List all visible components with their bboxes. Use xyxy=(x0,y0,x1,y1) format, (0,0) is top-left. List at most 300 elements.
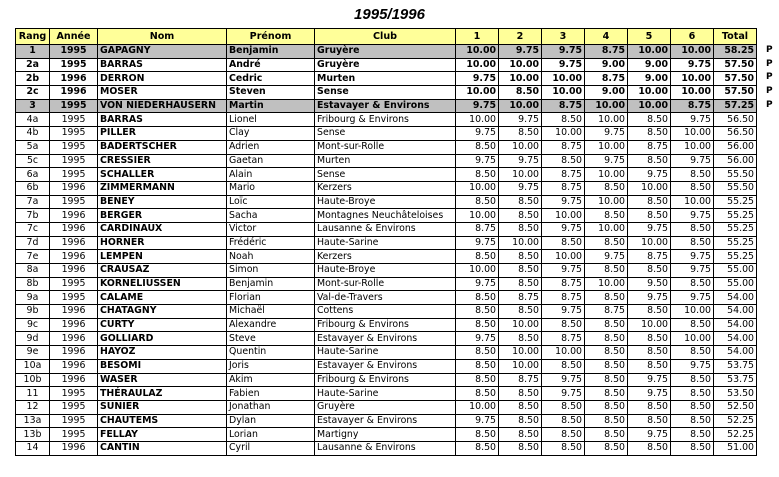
score-1-cell: 10.00 xyxy=(456,86,499,100)
name-cell: BARRAS xyxy=(98,113,227,127)
score-3-cell: 8.50 xyxy=(542,154,585,168)
score-4-cell: 8.75 xyxy=(585,45,628,59)
year-cell: 1995 xyxy=(50,195,98,209)
score-1-cell: 10.00 xyxy=(456,113,499,127)
rank-cell: 13b xyxy=(16,428,50,442)
score-6-cell: 8.50 xyxy=(671,181,714,195)
score-1-cell: 8.50 xyxy=(456,428,499,442)
rank-cell: 6a xyxy=(16,168,50,182)
score-4-cell: 8.50 xyxy=(585,181,628,195)
score-2-cell: 8.50 xyxy=(499,195,542,209)
score-4-cell: 8.75 xyxy=(585,72,628,86)
score-4-cell: 8.50 xyxy=(585,291,628,305)
score-4-cell: 10.00 xyxy=(585,99,628,113)
name-cell: SUNIER xyxy=(98,400,227,414)
firstname-cell: Sacha xyxy=(227,209,315,223)
year-cell: 1996 xyxy=(50,264,98,278)
score-1-cell: 9.75 xyxy=(456,127,499,141)
score-5-cell: 10.00 xyxy=(628,236,671,250)
table-row xyxy=(16,127,757,141)
total-cell: 55.00 xyxy=(714,277,757,291)
header-rang: Rang xyxy=(16,29,50,45)
score-4-cell: 8.50 xyxy=(585,359,628,373)
year-cell: 1996 xyxy=(50,441,98,455)
results-table xyxy=(15,28,757,456)
score-4-cell: 8.50 xyxy=(585,414,628,428)
year-cell: 1995 xyxy=(50,428,98,442)
score-3-cell: 8.50 xyxy=(542,414,585,428)
score-6-cell: 10.00 xyxy=(671,86,714,100)
score-5-cell: 9.75 xyxy=(628,291,671,305)
score-6-cell: 8.50 xyxy=(671,236,714,250)
score-6-cell: 8.75 xyxy=(671,99,714,113)
score-2-cell: 8.50 xyxy=(499,209,542,223)
score-2-cell: 8.50 xyxy=(499,387,542,401)
year-cell: 1996 xyxy=(50,359,98,373)
score-1-cell: 9.75 xyxy=(456,72,499,86)
year-cell: 1995 xyxy=(50,400,98,414)
rank-cell: 12 xyxy=(16,400,50,414)
qualified-mark: P xyxy=(766,72,773,82)
club-cell: Kerzers xyxy=(315,250,456,264)
header-score-5: 5 xyxy=(628,29,671,45)
qualified-mark: P xyxy=(766,86,773,96)
score-2-cell: 9.75 xyxy=(499,45,542,59)
score-5-cell: 8.50 xyxy=(628,209,671,223)
score-6-cell: 9.75 xyxy=(671,58,714,72)
table-row xyxy=(16,305,757,319)
total-cell: 58.25 xyxy=(714,45,757,59)
rank-cell: 7b xyxy=(16,209,50,223)
rank-cell: 5c xyxy=(16,154,50,168)
year-cell: 1996 xyxy=(50,318,98,332)
firstname-cell: Mario xyxy=(227,181,315,195)
rank-cell: 9d xyxy=(16,332,50,346)
score-6-cell: 8.50 xyxy=(671,346,714,360)
score-4-cell: 10.00 xyxy=(585,140,628,154)
score-1-cell: 8.50 xyxy=(456,250,499,264)
score-2-cell: 8.50 xyxy=(499,264,542,278)
score-3-cell: 8.75 xyxy=(542,181,585,195)
firstname-cell: Noah xyxy=(227,250,315,264)
table-row xyxy=(16,113,757,127)
total-cell: 51.00 xyxy=(714,441,757,455)
table-row xyxy=(16,58,757,72)
firstname-cell: Gaetan xyxy=(227,154,315,168)
score-4-cell: 10.00 xyxy=(585,168,628,182)
header-club: Club xyxy=(315,29,456,45)
table-row xyxy=(16,86,757,100)
header-prenom: Prénom xyxy=(227,29,315,45)
score-1-cell: 9.75 xyxy=(456,414,499,428)
year-cell: 1995 xyxy=(50,99,98,113)
name-cell: LEMPEN xyxy=(98,250,227,264)
total-cell: 57.50 xyxy=(714,72,757,86)
club-cell: Haute-Broye xyxy=(315,264,456,278)
score-2-cell: 10.00 xyxy=(499,346,542,360)
score-3-cell: 10.00 xyxy=(542,72,585,86)
firstname-cell: Martin xyxy=(227,99,315,113)
score-3-cell: 8.50 xyxy=(542,318,585,332)
table-row xyxy=(16,140,757,154)
score-1-cell: 10.00 xyxy=(456,264,499,278)
rank-cell: 4b xyxy=(16,127,50,141)
name-cell: CANTIN xyxy=(98,441,227,455)
year-cell: 1996 xyxy=(50,250,98,264)
score-5-cell: 8.50 xyxy=(628,400,671,414)
score-2-cell: 10.00 xyxy=(499,140,542,154)
score-3-cell: 9.75 xyxy=(542,195,585,209)
year-cell: 1996 xyxy=(50,346,98,360)
firstname-cell: Cedric xyxy=(227,72,315,86)
score-4-cell: 8.50 xyxy=(585,236,628,250)
score-3-cell: 10.00 xyxy=(542,250,585,264)
header-total: Total xyxy=(714,29,757,45)
name-cell: HORNER xyxy=(98,236,227,250)
score-6-cell: 8.50 xyxy=(671,414,714,428)
score-3-cell: 10.00 xyxy=(542,209,585,223)
total-cell: 56.00 xyxy=(714,154,757,168)
total-cell: 53.75 xyxy=(714,373,757,387)
score-4-cell: 8.50 xyxy=(585,346,628,360)
score-2-cell: 9.75 xyxy=(499,113,542,127)
name-cell: CRESSIER xyxy=(98,154,227,168)
name-cell: GAPAGNY xyxy=(98,45,227,59)
score-6-cell: 8.50 xyxy=(671,400,714,414)
table-row xyxy=(16,168,757,182)
total-cell: 56.50 xyxy=(714,113,757,127)
score-3-cell: 8.50 xyxy=(542,441,585,455)
name-cell: GOLLIARD xyxy=(98,332,227,346)
score-2-cell: 8.50 xyxy=(499,332,542,346)
score-5-cell: 8.50 xyxy=(628,154,671,168)
firstname-cell: Fabien xyxy=(227,387,315,401)
year-cell: 1995 xyxy=(50,45,98,59)
score-6-cell: 9.75 xyxy=(671,154,714,168)
header-annee: Année xyxy=(50,29,98,45)
club-cell: Sense xyxy=(315,86,456,100)
score-5-cell: 10.00 xyxy=(628,99,671,113)
score-2-cell: 8.50 xyxy=(499,400,542,414)
club-cell: Estavayer & Environs xyxy=(315,99,456,113)
total-cell: 54.00 xyxy=(714,318,757,332)
club-cell: Gruyère xyxy=(315,400,456,414)
score-1-cell: 8.75 xyxy=(456,222,499,236)
name-cell: CHATAGNY xyxy=(98,305,227,319)
year-cell: 1996 xyxy=(50,72,98,86)
club-cell: Fribourg & Environs xyxy=(315,113,456,127)
score-5-cell: 9.75 xyxy=(628,373,671,387)
score-6-cell: 8.50 xyxy=(671,168,714,182)
score-6-cell: 8.50 xyxy=(671,387,714,401)
name-cell: BESOMI xyxy=(98,359,227,373)
score-2-cell: 8.50 xyxy=(499,127,542,141)
firstname-cell: Lionel xyxy=(227,113,315,127)
score-3-cell: 8.50 xyxy=(542,400,585,414)
score-2-cell: 8.50 xyxy=(499,277,542,291)
score-6-cell: 8.50 xyxy=(671,373,714,387)
score-5-cell: 8.50 xyxy=(628,414,671,428)
table-row xyxy=(16,400,757,414)
year-cell: 1995 xyxy=(50,291,98,305)
club-cell: Martigny xyxy=(315,428,456,442)
score-2-cell: 8.50 xyxy=(499,305,542,319)
rank-cell: 7a xyxy=(16,195,50,209)
name-cell: HAYOZ xyxy=(98,346,227,360)
total-cell: 54.00 xyxy=(714,332,757,346)
score-1-cell: 9.75 xyxy=(456,236,499,250)
score-1-cell: 8.50 xyxy=(456,291,499,305)
score-6-cell: 10.00 xyxy=(671,140,714,154)
score-3-cell: 8.75 xyxy=(542,168,585,182)
table-row xyxy=(16,428,757,442)
firstname-cell: Steve xyxy=(227,332,315,346)
table-row xyxy=(16,236,757,250)
year-cell: 1996 xyxy=(50,305,98,319)
score-4-cell: 8.50 xyxy=(585,209,628,223)
qualified-mark: P xyxy=(766,59,773,69)
firstname-cell: Michaël xyxy=(227,305,315,319)
score-5-cell: 8.50 xyxy=(628,195,671,209)
club-cell: Fribourg & Environs xyxy=(315,318,456,332)
table-row xyxy=(16,250,757,264)
club-cell: Estavayer & Environs xyxy=(315,332,456,346)
total-cell: 55.25 xyxy=(714,195,757,209)
score-2-cell: 10.00 xyxy=(499,99,542,113)
year-cell: 1995 xyxy=(50,140,98,154)
score-4-cell: 10.00 xyxy=(585,195,628,209)
score-5-cell: 8.50 xyxy=(628,441,671,455)
score-5-cell: 8.50 xyxy=(628,359,671,373)
table-row xyxy=(16,222,757,236)
rank-cell: 1 xyxy=(16,45,50,59)
score-5-cell: 9.00 xyxy=(628,58,671,72)
name-cell: VON NIEDERHAUSERN xyxy=(98,99,227,113)
firstname-cell: Steven xyxy=(227,86,315,100)
name-cell: CURTY xyxy=(98,318,227,332)
club-cell: Murten xyxy=(315,154,456,168)
score-1-cell: 8.50 xyxy=(456,373,499,387)
score-5-cell: 8.75 xyxy=(628,140,671,154)
table-row xyxy=(16,373,757,387)
name-cell: BARRAS xyxy=(98,58,227,72)
score-2-cell: 10.00 xyxy=(499,318,542,332)
score-1-cell: 10.00 xyxy=(456,209,499,223)
club-cell: Estavayer & Environs xyxy=(315,414,456,428)
firstname-cell: Akim xyxy=(227,373,315,387)
score-3-cell: 9.75 xyxy=(542,264,585,278)
club-cell: Haute-Sarine xyxy=(315,387,456,401)
name-cell: BERGER xyxy=(98,209,227,223)
year-cell: 1995 xyxy=(50,414,98,428)
score-5-cell: 8.50 xyxy=(628,127,671,141)
score-6-cell: 9.75 xyxy=(671,113,714,127)
score-6-cell: 9.75 xyxy=(671,359,714,373)
rank-cell: 11 xyxy=(16,387,50,401)
score-3-cell: 8.50 xyxy=(542,428,585,442)
name-cell: MOSER xyxy=(98,86,227,100)
score-3-cell: 9.75 xyxy=(542,387,585,401)
header-score-2: 2 xyxy=(499,29,542,45)
header-score-3: 3 xyxy=(542,29,585,45)
score-3-cell: 8.50 xyxy=(542,236,585,250)
score-4-cell: 8.50 xyxy=(585,318,628,332)
rank-cell: 7d xyxy=(16,236,50,250)
club-cell: Mont-sur-Rolle xyxy=(315,140,456,154)
table-row xyxy=(16,277,757,291)
club-cell: Lausanne & Environs xyxy=(315,222,456,236)
score-5-cell: 8.50 xyxy=(628,332,671,346)
score-3-cell: 8.75 xyxy=(542,277,585,291)
score-1-cell: 8.50 xyxy=(456,441,499,455)
total-cell: 55.25 xyxy=(714,236,757,250)
total-cell: 54.00 xyxy=(714,305,757,319)
rank-cell: 13a xyxy=(16,414,50,428)
club-cell: Montagnes Neuchâteloises xyxy=(315,209,456,223)
score-4-cell: 9.75 xyxy=(585,154,628,168)
score-4-cell: 8.50 xyxy=(585,373,628,387)
score-5-cell: 10.00 xyxy=(628,318,671,332)
results-body xyxy=(16,45,757,456)
club-cell: Val-de-Travers xyxy=(315,291,456,305)
total-cell: 54.00 xyxy=(714,291,757,305)
score-1-cell: 8.50 xyxy=(456,305,499,319)
total-cell: 54.00 xyxy=(714,346,757,360)
name-cell: BENEY xyxy=(98,195,227,209)
club-cell: Lausanne & Environs xyxy=(315,441,456,455)
score-1-cell: 10.00 xyxy=(456,45,499,59)
score-3-cell: 8.75 xyxy=(542,332,585,346)
rank-cell: 14 xyxy=(16,441,50,455)
table-row xyxy=(16,414,757,428)
firstname-cell: Adrien xyxy=(227,140,315,154)
name-cell: DERRON xyxy=(98,72,227,86)
score-3-cell: 9.75 xyxy=(542,45,585,59)
score-3-cell: 9.75 xyxy=(542,222,585,236)
table-row xyxy=(16,181,757,195)
score-6-cell: 9.75 xyxy=(671,264,714,278)
firstname-cell: André xyxy=(227,58,315,72)
score-5-cell: 8.50 xyxy=(628,264,671,278)
score-2-cell: 10.00 xyxy=(499,168,542,182)
year-cell: 1995 xyxy=(50,127,98,141)
rank-cell: 2a xyxy=(16,58,50,72)
score-1-cell: 9.75 xyxy=(456,154,499,168)
club-cell: Sense xyxy=(315,168,456,182)
score-2-cell: 10.00 xyxy=(499,236,542,250)
table-row xyxy=(16,72,757,86)
score-2-cell: 9.75 xyxy=(499,181,542,195)
score-1-cell: 8.50 xyxy=(456,346,499,360)
total-cell: 55.00 xyxy=(714,264,757,278)
rank-cell: 2b xyxy=(16,72,50,86)
score-6-cell: 10.00 xyxy=(671,45,714,59)
score-1-cell: 9.75 xyxy=(456,99,499,113)
score-5-cell: 8.50 xyxy=(628,346,671,360)
firstname-cell: Quentin xyxy=(227,346,315,360)
table-row xyxy=(16,154,757,168)
score-4-cell: 10.00 xyxy=(585,113,628,127)
total-cell: 56.50 xyxy=(714,127,757,141)
total-cell: 57.50 xyxy=(714,58,757,72)
name-cell: BADERTSCHER xyxy=(98,140,227,154)
rank-cell: 8b xyxy=(16,277,50,291)
club-cell: Murten xyxy=(315,72,456,86)
header-score-1: 1 xyxy=(456,29,499,45)
score-4-cell: 8.50 xyxy=(585,387,628,401)
qualified-mark: P xyxy=(766,45,773,55)
score-5-cell: 9.75 xyxy=(628,428,671,442)
score-1-cell: 8.50 xyxy=(456,168,499,182)
total-cell: 52.25 xyxy=(714,414,757,428)
score-6-cell: 8.50 xyxy=(671,428,714,442)
header-nom: Nom xyxy=(98,29,227,45)
score-6-cell: 10.00 xyxy=(671,72,714,86)
score-4-cell: 8.50 xyxy=(585,400,628,414)
table-row xyxy=(16,45,757,59)
score-4-cell: 9.75 xyxy=(585,250,628,264)
score-6-cell: 9.75 xyxy=(671,291,714,305)
score-4-cell: 9.75 xyxy=(585,127,628,141)
score-2-cell: 8.50 xyxy=(499,441,542,455)
score-5-cell: 10.00 xyxy=(628,45,671,59)
rank-cell: 10a xyxy=(16,359,50,373)
score-2-cell: 8.50 xyxy=(499,414,542,428)
score-5-cell: 9.50 xyxy=(628,277,671,291)
table-row xyxy=(16,346,757,360)
rank-cell: 6b xyxy=(16,181,50,195)
score-3-cell: 10.00 xyxy=(542,127,585,141)
year-cell: 1995 xyxy=(50,387,98,401)
score-4-cell: 8.50 xyxy=(585,428,628,442)
rank-cell: 7c xyxy=(16,222,50,236)
table-row xyxy=(16,441,757,455)
score-6-cell: 8.50 xyxy=(671,277,714,291)
name-cell: WASER xyxy=(98,373,227,387)
score-6-cell: 10.00 xyxy=(671,305,714,319)
score-2-cell: 10.00 xyxy=(499,359,542,373)
score-5-cell: 10.00 xyxy=(628,86,671,100)
firstname-cell: Loïc xyxy=(227,195,315,209)
table-row xyxy=(16,387,757,401)
score-6-cell: 9.75 xyxy=(671,209,714,223)
score-6-cell: 8.50 xyxy=(671,441,714,455)
score-1-cell: 10.00 xyxy=(456,58,499,72)
club-cell: Haute-Sarine xyxy=(315,346,456,360)
club-cell: Estavayer & Environs xyxy=(315,359,456,373)
score-3-cell: 8.75 xyxy=(542,99,585,113)
name-cell: KORNELIUSSEN xyxy=(98,277,227,291)
name-cell: CRAUSAZ xyxy=(98,264,227,278)
score-2-cell: 8.50 xyxy=(499,222,542,236)
score-5-cell: 9.00 xyxy=(628,72,671,86)
score-5-cell: 9.75 xyxy=(628,387,671,401)
firstname-cell: Simon xyxy=(227,264,315,278)
firstname-cell: Alexandre xyxy=(227,318,315,332)
total-cell: 56.00 xyxy=(714,140,757,154)
table-row xyxy=(16,318,757,332)
name-cell: SCHALLER xyxy=(98,168,227,182)
firstname-cell: Clay xyxy=(227,127,315,141)
total-cell: 55.25 xyxy=(714,250,757,264)
name-cell: FELLAY xyxy=(98,428,227,442)
rank-cell: 5a xyxy=(16,140,50,154)
firstname-cell: Joris xyxy=(227,359,315,373)
score-5-cell: 9.75 xyxy=(628,168,671,182)
firstname-cell: Dylan xyxy=(227,414,315,428)
score-5-cell: 8.50 xyxy=(628,113,671,127)
qualified-mark: P xyxy=(766,100,773,110)
